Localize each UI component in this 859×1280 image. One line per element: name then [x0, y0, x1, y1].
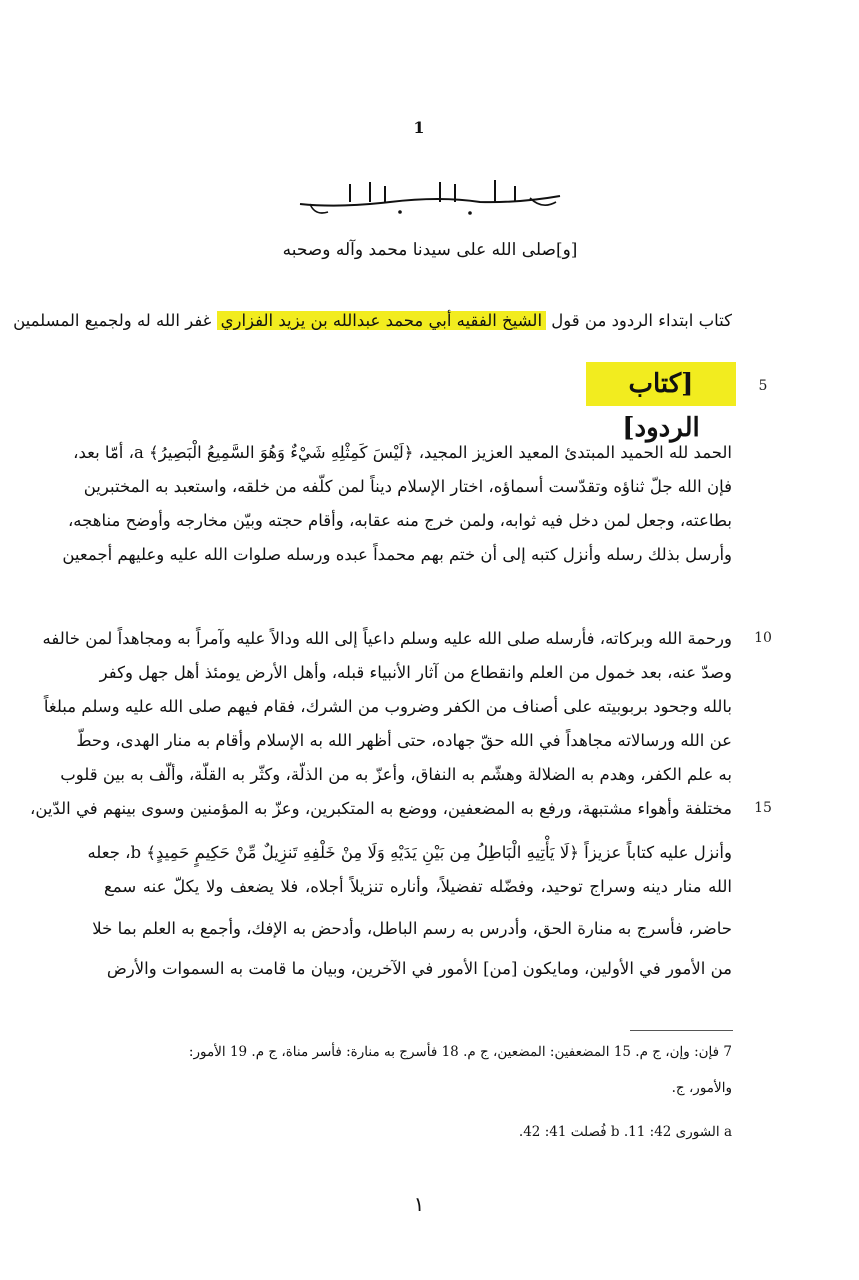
footnote-rule — [630, 1030, 733, 1031]
line-number-15: 15 — [754, 800, 772, 816]
body-line: مختلفة وأهواء مشتبهة، ورفع به المضعفين، ووضع به المتكبرين، وعزّ به المؤمنين وسوى بينهم في الدّين، — [30, 799, 732, 818]
salutation-line: [و]صلى الله على سيدنا محمد وآله وصحبه — [282, 240, 578, 260]
source-footnotes: a الشورى 42: 11. b فُصلت 41: 42. — [518, 1124, 732, 1140]
body-line: من الأمور في الأولين، ومايكون [من] الأمور في الآخرين، وبيان ما قامت به السموات والأرض — [106, 959, 732, 978]
body-line: به علم الكفر، وهدم به الضلالة وهشّم به النفاق، وأعزّ به من الذلّة، وكثّر به القلّة، وألّف به بين قلوب — [60, 765, 732, 784]
line-number-10: 10 — [754, 630, 772, 646]
intro-line — [13, 311, 732, 330]
body-line: بطاعته، وجعل لمن دخل فيه ثوابه، ولمن خرج منه عقابه، وأقام حجته وبيّن مخارجه وأوضح مناهجه، — [67, 511, 732, 530]
footer-page-number: ١ — [413, 1192, 425, 1216]
line-number-5: 5 — [758, 378, 768, 394]
critical-apparatus-line: والأمور، ج. — [671, 1080, 732, 1096]
body-line: الحمد لله الحميد المبتدئ المعيد العزيز المجيد، ﴿لَيْسَ كَمِثْلِهِ شَيْءٌ وَهُوَ السَّمِيعُ الْبَصِيرُ﴾ a، أمّا بعد، — [73, 443, 732, 462]
header-page-number: 1 — [413, 118, 425, 137]
intro-before: كتاب ابتداء الردود من قول — [546, 311, 732, 330]
body-line: ورحمة الله وبركاته، فأرسله صلى الله عليه وسلم داعياً إلى الله ودالاً عليه وآمراً به ومجاهداً لمن خالفه — [42, 629, 732, 648]
body-line: بالله وجحود بربوبيته على أصناف من الكفر وضروب من الشرك، فقام فيهم صلى الله عليه وسلم مبلغاً — [43, 697, 732, 716]
basmala-calligraphy — [280, 172, 580, 222]
body-line: وأرسل بذلك رسله وأنزل كتبه إلى أن ختم بهم محمداً عبده ورسله صلوات الله عليه وعليهم أجمعين — [62, 545, 732, 564]
body-line: عن الله ورسالاته مجاهداً في الله حقّ جهاده، حتى أظهر الله به الإسلام وأقام به منار الهدى، وحطّ — [76, 731, 732, 750]
section-title: [كتاب الردود] — [586, 362, 736, 406]
body-line: وصدّ عنه، بعد خمول من العلم وانقطاع من آثار الأنبياء قبله، وأهل الأرض يومئذ أهل جهل وكفر — [99, 663, 732, 682]
critical-apparatus-line: 7 فإن: وإن، ج م. 15 المضعفين: المضعين، ج م. 18 فأسرج به منارة: فأسر مناة، ج م. 19 الأمور: — [188, 1044, 732, 1060]
body-line: وأنزل عليه كتاباً عزيزاً ﴿لَا يَأْتِيهِ الْبَاطِلُ مِن بَيْنِ يَدَيْهِ وَلَا مِنْ خَلْفِهِ تَنزِيلٌ مِّنْ حَكِيمٍ حَمِيدٍ﴾ b، جعله — [87, 843, 732, 862]
body-line: حاضر، فأسرج به منارة الحق، وأدرس به رسم الباطل، وأدحض به الإفك، وأجمع به العلم بما خلا — [92, 919, 732, 938]
body-line: الله منار دينه وسراج توحيد، وفضّله تفضيلاً، وأناره تنزيلاً أجلاه، فلا يضعف ولا يكلّ عنه سمع — [104, 877, 732, 896]
body-line: فإن الله جلّ ثناؤه وتقدّست أسماؤه، اختار الإسلام ديناً لمن كلّفه من خلقه، واستعبد به المختبرين — [83, 477, 732, 496]
intro-after: غفر الله له ولجميع المسلمين — [13, 311, 217, 330]
highlighted-author: الشيخ الفقيه أبي محمد عبدالله بن يزيد الفزاري — [217, 311, 546, 330]
